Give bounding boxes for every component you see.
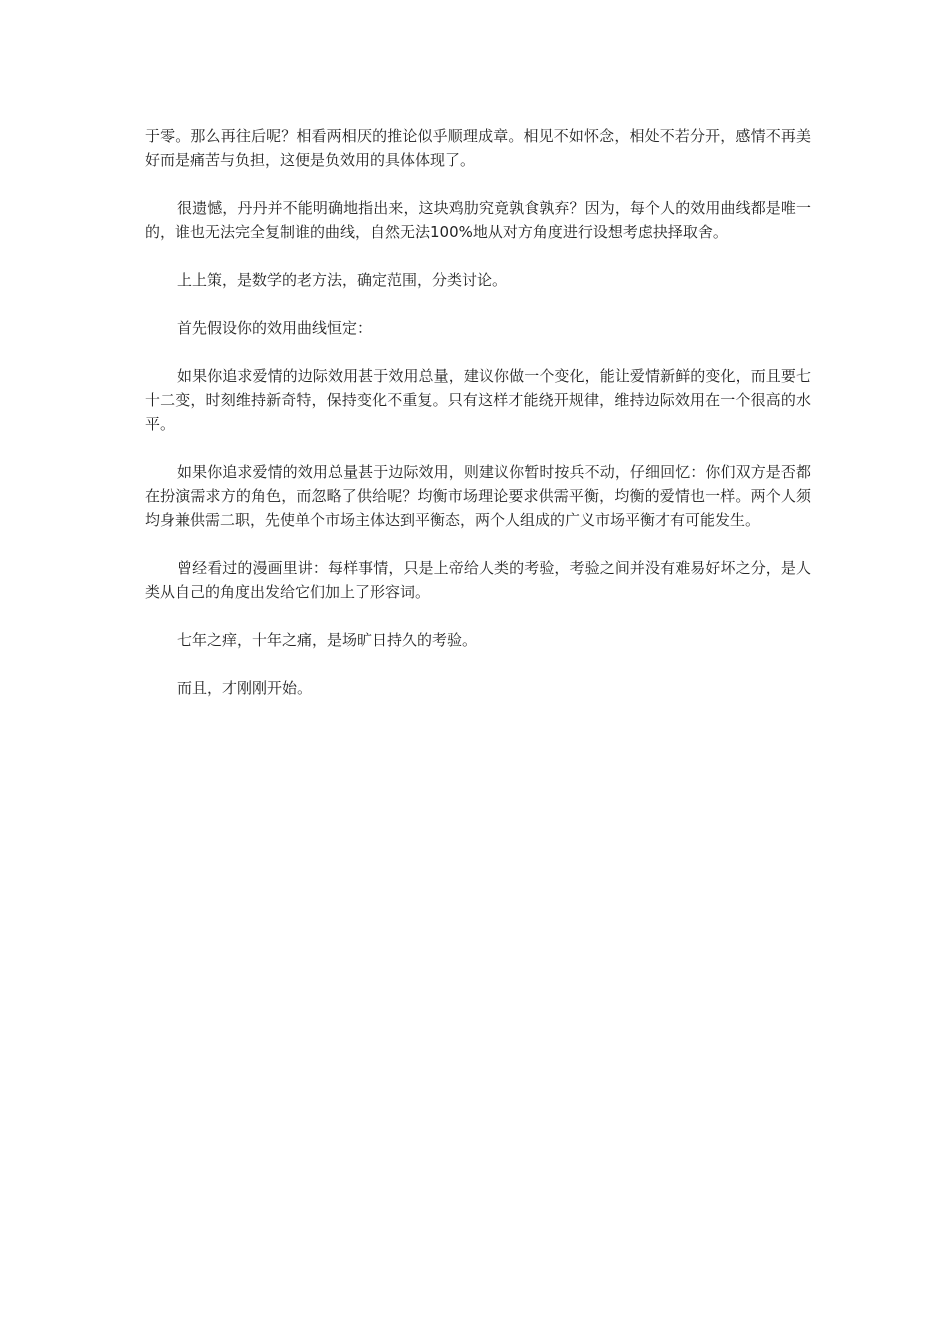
paragraph-6: 如果你追求爱情的效用总量甚于边际效用，则建议你暂时按兵不动，仔细回忆：你们双方是否都在扮演需求方的角色，而忽略了供给呢？均衡市场理论要求供需平衡，均衡的爱情也一样。两个人须均身兼供需二职，先使单个市场主体达到平衡态，两个人组成的广义市场平衡才有可能发生。 xyxy=(145,463,811,529)
paragraph-3: 上上策，是数学的老方法，确定范围，分类讨论。 xyxy=(177,271,508,289)
paragraph-5: 如果你追求爱情的边际效用甚于效用总量，建议你做一个变化，能让爱情新鲜的变化，而且要七十二变，时刻维持新奇特，保持变化不重复。只有这样才能绕开规律，维持边际效用在一个很高的水平。 xyxy=(145,367,811,433)
document-body xyxy=(145,124,811,724)
paragraph-7: 曾经看过的漫画里讲：每样事情，只是上帝给人类的考验，考验之间并没有难易好坏之分，是人类从自己的角度出发给它们加上了形容词。 xyxy=(145,559,811,601)
paragraph-2: 很遗憾，丹丹并不能明确地指出来，这块鸡肋究竟孰食孰弃？因为，每个人的效用曲线都是唯一的，谁也无法完全复制谁的曲线，自然无法100%地从对方角度进行设想考虑抉择取舍。 xyxy=(145,199,811,241)
paragraph-1: 于零。那么再往后呢？相看两相厌的推论似乎顺理成章。相见不如怀念，相处不若分开，感情不再美好而是痛苦与负担，这便是负效用的具体体现了。 xyxy=(145,127,811,169)
paragraph-8: 七年之痒，十年之痛，是场旷日持久的考验。 xyxy=(177,631,478,649)
paragraph-9: 而且，才刚刚开始。 xyxy=(177,679,313,697)
paragraph-4: 首先假设你的效用曲线恒定： xyxy=(177,319,373,337)
